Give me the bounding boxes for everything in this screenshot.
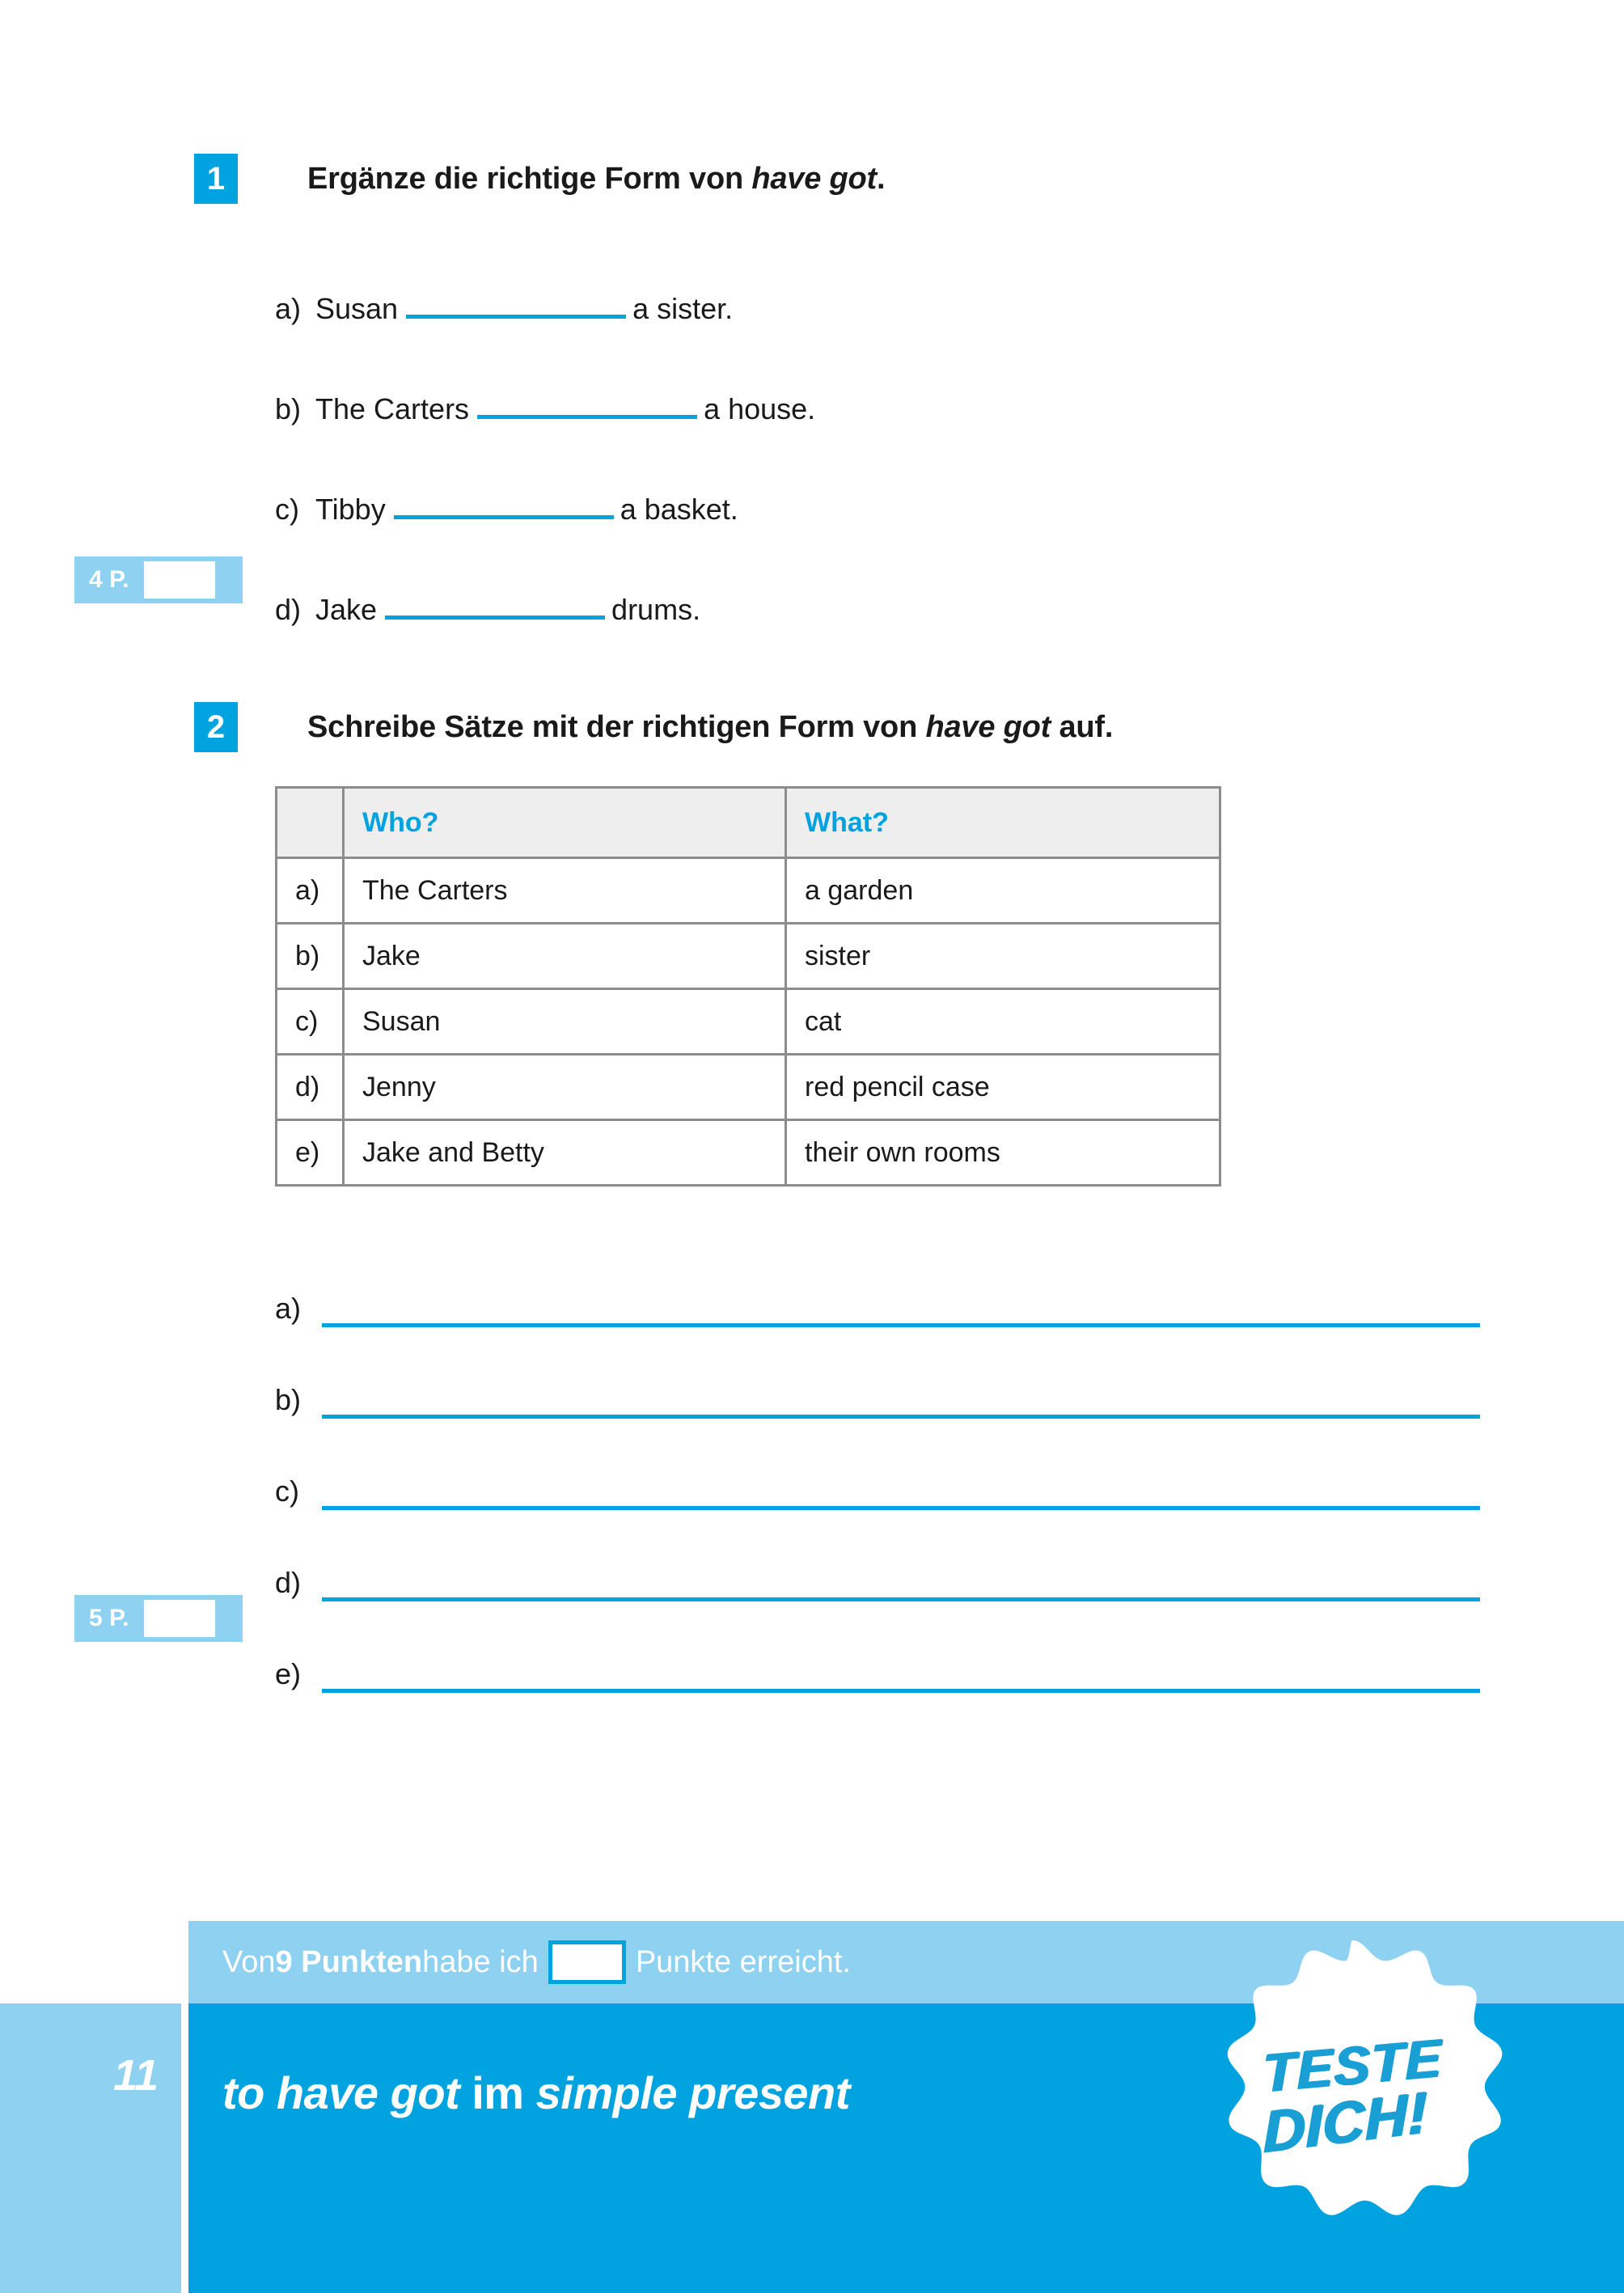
table-cell-who: The Carters <box>344 858 786 924</box>
table-cell-letter: c) <box>277 989 344 1055</box>
answer-line-2e[interactable] <box>322 1656 1480 1693</box>
question-object: drums. <box>611 593 701 626</box>
footer-title-part1: to have got <box>222 2067 460 2118</box>
question-object: a sister. <box>632 292 734 325</box>
table-cell-letter: d) <box>277 1055 344 1120</box>
exercise-2-number: 2 <box>194 702 238 752</box>
question-label: c) <box>275 493 299 526</box>
answer-blank-1c[interactable] <box>394 488 614 519</box>
page-number: 11 <box>112 2051 159 2100</box>
score-input[interactable] <box>548 1940 626 1984</box>
score-total: 9 Punkten <box>275 1944 423 1979</box>
exercise-2-answer-lines <box>275 1236 1480 1693</box>
table-row <box>277 924 1220 989</box>
answer-line-2d[interactable] <box>322 1565 1480 1601</box>
footer-title-part2: im <box>459 2067 536 2118</box>
answer-label: c) <box>275 1474 299 1508</box>
table-cell-who: Jake and Betty <box>344 1120 786 1186</box>
points-input-exercise-2[interactable] <box>142 1598 217 1639</box>
table-cell-what: a garden <box>786 858 1220 924</box>
table-header-who: Who? <box>344 788 786 858</box>
table-cell-letter: e) <box>277 1120 344 1186</box>
exercise-1-items <box>275 287 815 638</box>
exercise-1-number: 1 <box>194 154 238 204</box>
teste-dich-badge <box>1195 1937 1510 2253</box>
question-subject: Susan <box>315 292 399 325</box>
answer-label: a) <box>275 1292 302 1325</box>
question-label: b) <box>275 392 302 425</box>
table-header <box>277 788 1220 858</box>
question-subject: Jake <box>315 593 378 626</box>
table-cell-what: cat <box>786 989 1220 1055</box>
question-subject: Tibby <box>315 493 386 526</box>
question-item <box>275 488 815 538</box>
footer-title-part3: simple present <box>535 2067 850 2118</box>
answer-label: b) <box>275 1383 302 1416</box>
exercise-2 <box>194 702 1113 752</box>
badge-line-1: TESTE <box>1262 2027 1443 2103</box>
table-cell-what: red pencil case <box>786 1055 1220 1120</box>
exercise-1-title-suffix: . <box>876 162 886 196</box>
answer-blank-1d[interactable] <box>385 588 605 620</box>
table-header-row <box>277 788 1220 858</box>
answer-label: d) <box>275 1566 302 1599</box>
score-suffix: Punkte erreicht. <box>635 1944 851 1979</box>
exercise-1-title-text: Ergänze die richtige Form von <box>307 162 752 196</box>
table-header-what: What? <box>786 788 1220 858</box>
badge-line-2: DICH! <box>1262 2079 1428 2165</box>
score-prefix: Von <box>222 1944 276 1979</box>
table-row <box>277 1120 1220 1186</box>
answer-row <box>275 1510 1480 1601</box>
score-text <box>222 1940 851 1984</box>
question-label: d) <box>275 593 302 626</box>
question-label: a) <box>275 292 302 325</box>
points-input-exercise-1[interactable] <box>142 560 217 600</box>
table-cell-what: sister <box>786 924 1220 989</box>
answer-row <box>275 1327 1480 1419</box>
answer-row <box>275 1419 1480 1510</box>
exercise-2-title-text: Schreibe Sätze mit der richtigen Form von <box>307 710 926 744</box>
answer-line-2a[interactable] <box>322 1291 1480 1327</box>
points-label: 4 P. <box>89 566 129 593</box>
exercise-2-title-emphasis: have got <box>925 710 1051 744</box>
answer-row <box>275 1601 1480 1693</box>
answer-line-2c[interactable] <box>322 1474 1480 1510</box>
table-cell-who: Susan <box>344 989 786 1055</box>
exercise-2-header <box>194 702 1113 752</box>
points-label: 5 P. <box>89 1605 129 1631</box>
exercise-1 <box>194 154 885 204</box>
answer-blank-1b[interactable] <box>477 387 697 419</box>
exercise-2-table <box>275 786 1221 1187</box>
answer-label: e) <box>275 1657 302 1690</box>
table-header-letter <box>277 788 344 858</box>
table-row <box>277 989 1220 1055</box>
answer-row <box>275 1236 1480 1327</box>
exercise-1-title <box>307 154 885 204</box>
score-middle: habe ich <box>422 1944 539 1979</box>
points-badge-exercise-2 <box>74 1595 243 1642</box>
question-item <box>275 588 815 638</box>
question-object: a house. <box>704 392 816 425</box>
scalloped-badge-shape <box>1195 1937 1510 2253</box>
table-cell-who: Jake <box>344 924 786 989</box>
points-badge-exercise-1 <box>74 556 243 603</box>
answer-line-2b[interactable] <box>322 1382 1480 1419</box>
exercise-2-title-suffix: auf. <box>1051 710 1114 744</box>
table-body <box>277 858 1220 1186</box>
exercise-1-header <box>194 154 885 204</box>
footer-title <box>222 2067 850 2119</box>
table-row <box>277 858 1220 924</box>
question-subject: The Carters <box>315 392 470 425</box>
table-row <box>277 1055 1220 1120</box>
page-number-block <box>0 2003 181 2293</box>
exercise-1-title-emphasis: have got <box>751 162 877 196</box>
answer-blank-1a[interactable] <box>406 287 626 319</box>
question-item <box>275 387 815 438</box>
table-cell-letter: b) <box>277 924 344 989</box>
table-cell-who: Jenny <box>344 1055 786 1120</box>
question-object: a basket. <box>620 493 738 526</box>
exercise-2-title <box>307 702 1113 752</box>
question-item <box>275 287 815 337</box>
table-cell-letter: a) <box>277 858 344 924</box>
table-cell-what: their own rooms <box>786 1120 1220 1186</box>
